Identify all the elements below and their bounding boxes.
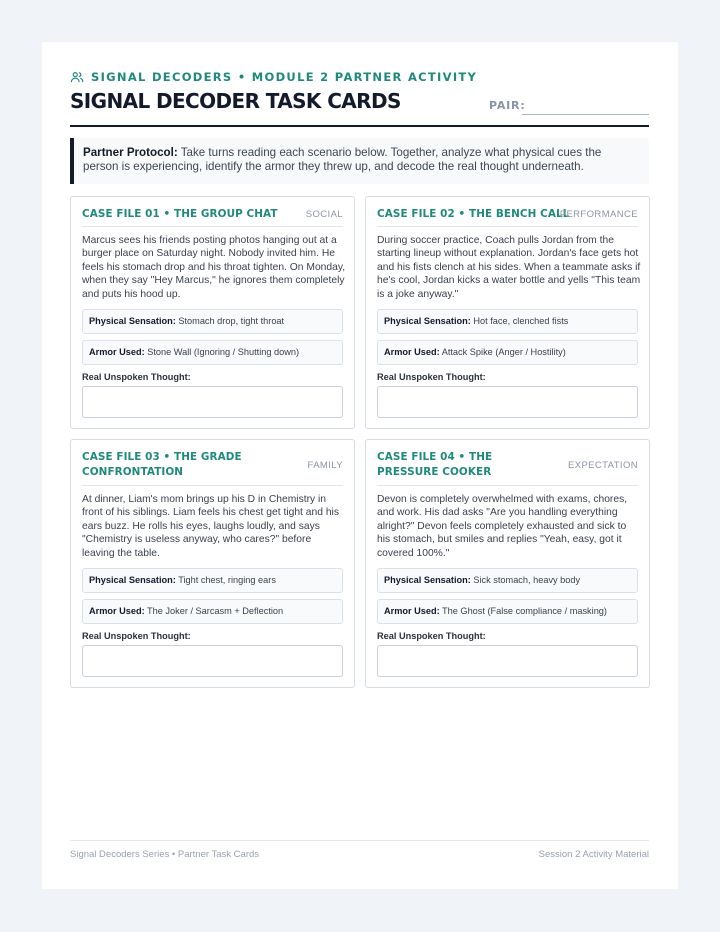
case-card-03 bbox=[70, 439, 355, 688]
armor-used-field bbox=[82, 599, 343, 624]
partner-protocol-box bbox=[70, 138, 649, 184]
armor-value: Stone Wall (Ignoring / Shutting down) bbox=[147, 347, 300, 357]
protocol-label: Partner Protocol: bbox=[83, 146, 178, 159]
case-card-header bbox=[82, 440, 343, 486]
case-title: CASE FILE 04 • THE PRESSURE COOKER bbox=[377, 451, 493, 478]
footer-divider bbox=[70, 840, 649, 841]
case-category-tag: SOCIAL bbox=[305, 209, 343, 220]
armor-label: Armor Used: bbox=[384, 606, 440, 616]
unspoken-thought-input[interactable] bbox=[377, 386, 638, 418]
physical-sensation-field bbox=[377, 309, 638, 334]
case-card-04 bbox=[365, 439, 650, 688]
case-category-tag: EXPECTATION bbox=[567, 460, 638, 471]
page-title: SIGNAL DECODER TASK CARDS bbox=[70, 89, 401, 113]
unspoken-thought-input[interactable] bbox=[377, 645, 638, 677]
users-icon bbox=[70, 70, 84, 84]
armor-label: Armor Used: bbox=[89, 606, 145, 616]
sensation-label: Physical Sensation: bbox=[384, 316, 471, 326]
unspoken-thought-label: Real Unspoken Thought: bbox=[377, 631, 486, 641]
case-scenario: Devon is completely overwhelmed with exams, chores, and work. His dad asks "Are you handling everything alright?" Devon feels completely exhausted and sick to his stomach, but smiles and replies "Yeah, easy, got it covered 100%." bbox=[377, 494, 628, 559]
unspoken-thought-label: Real Unspoken Thought: bbox=[82, 372, 191, 382]
case-title: CASE FILE 03 • THE GRADE CONFRONTATION bbox=[82, 451, 242, 478]
physical-sensation-field bbox=[377, 568, 638, 593]
armor-used-field bbox=[377, 340, 638, 365]
unspoken-thought-input[interactable] bbox=[82, 386, 343, 418]
header-divider bbox=[70, 125, 649, 127]
case-card-header bbox=[377, 197, 638, 227]
sensation-value: Tight chest, ringing ears bbox=[178, 575, 276, 585]
protocol-text: Take turns reading each scenario below. Together, analyze what physical cues the person is experiencing, identify the armor they threw up, and decode the real thought underneath. bbox=[83, 146, 602, 173]
armor-value: The Ghost (False compliance / masking) bbox=[442, 606, 607, 616]
footer-series: Signal Decoders Series • Partner Task Cards bbox=[70, 849, 260, 860]
unspoken-thought-label: Real Unspoken Thought: bbox=[82, 631, 191, 641]
case-title: CASE FILE 01 • THE GROUP CHAT bbox=[82, 208, 278, 220]
case-card-header bbox=[377, 440, 638, 486]
armor-used-field bbox=[82, 340, 343, 365]
case-scenario: Marcus sees his friends posting photos hanging out at a burger place on Saturday night. Nobody invited him. He feels his stomach drop and his throat tighten. On Monday, when they say "Hey Marcus," he ignores them completely and puts his hood up. bbox=[82, 235, 346, 300]
sensation-label: Physical Sensation: bbox=[89, 575, 176, 585]
physical-sensation-field bbox=[82, 568, 343, 593]
module-kicker bbox=[70, 70, 477, 84]
sensation-label: Physical Sensation: bbox=[384, 575, 471, 585]
worksheet-page bbox=[42, 42, 678, 889]
unspoken-thought-label: Real Unspoken Thought: bbox=[377, 372, 486, 382]
case-scenario: During soccer practice, Coach pulls Jordan from the starting lineup without explanation. Jordan's face gets hot and his fists clench at his sides. When a teammate asks if he's cool, Jordan kicks a water bottle and yells "This team is a joke anyway." bbox=[377, 235, 641, 300]
armor-label: Armor Used: bbox=[384, 347, 440, 357]
case-card-01 bbox=[70, 196, 355, 429]
case-category-tag: PERFORMANCE bbox=[559, 209, 638, 220]
pair-label: PAIR: bbox=[489, 99, 526, 112]
armor-value: The Joker / Sarcasm + Deflection bbox=[147, 606, 284, 616]
pair-name-line[interactable] bbox=[522, 114, 649, 115]
armor-used-field bbox=[377, 599, 638, 624]
physical-sensation-field bbox=[82, 309, 343, 334]
case-card-02 bbox=[365, 196, 650, 429]
unspoken-thought-input[interactable] bbox=[82, 645, 343, 677]
case-card-header bbox=[82, 197, 343, 227]
sensation-value: Hot face, clenched fists bbox=[473, 316, 569, 326]
case-scenario: At dinner, Liam's mom brings up his D in Chemistry in front of his siblings. Liam feels his chest get tight and his ears buzz. He rolls his eyes, laughs loudly, and says "Chemistry is useless anyway, who cares?" before leaving the table. bbox=[82, 494, 339, 559]
case-title: CASE FILE 02 • THE BENCH CALL bbox=[377, 208, 570, 220]
footer-session: Session 2 Activity Material bbox=[538, 849, 649, 860]
armor-value: Attack Spike (Anger / Hostility) bbox=[441, 347, 566, 357]
armor-label: Armor Used: bbox=[89, 347, 145, 357]
sensation-value: Stomach drop, tight throat bbox=[178, 316, 285, 326]
case-category-tag: FAMILY bbox=[307, 460, 343, 471]
sensation-label: Physical Sensation: bbox=[89, 316, 176, 326]
sensation-value: Sick stomach, heavy body bbox=[473, 575, 581, 585]
kicker-text: SIGNAL DECODERS • MODULE 2 PARTNER ACTIVITY bbox=[91, 70, 478, 84]
